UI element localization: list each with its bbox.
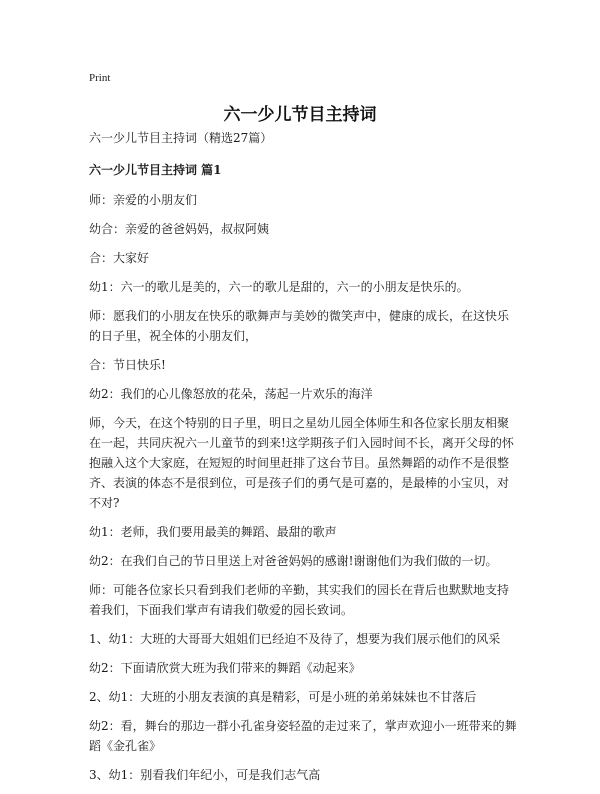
- paragraph: 幼2：在我们自己的节日里送上对爸爸妈妈的感谢!谢谢他们为我们做的一切。: [89, 554, 498, 568]
- paragraph: 师：可能各位家长只看到我们老师的辛勤，其实我们的园长在背后也默默地支持着我们，下面我们掌声有请我们敬爱的园长致词。: [89, 583, 510, 617]
- paragraph: 幼2：我们的心儿像怒放的花朵，荡起一片欢乐的海洋: [89, 387, 373, 401]
- paragraph: 2、幼1：大班的小朋友表演的真是精彩，可是小班的弟弟妹妹也不甘落后: [89, 690, 477, 704]
- section-heading: 六一少儿节目主持词 篇1: [89, 163, 222, 177]
- paragraph: 幼合：亲爱的爸爸妈妈，叔叔阿姨: [89, 222, 270, 236]
- document-body: [89, 128, 519, 794]
- paragraph: 幼1：老师，我们要用最美的舞蹈、最甜的歌声: [89, 525, 337, 539]
- paragraph: 师，今天，在这个特别的日子里，明日之星幼儿园全体师生和各位家长朋友相聚在一起，共同庆祝六一儿童节的到来!这学期孩子们入园时间不长，离开父母的怀抱融入这个大家庭，在短短的时间里赶排了这台节目。虽然舞蹈的动作不是很整齐、表演的体态不是很到位，可是孩子们的勇气是可嘉的，是最棒的小宝贝，对不对?: [89, 416, 514, 510]
- paragraph: 合：节日快乐!: [89, 358, 166, 372]
- paragraph: 师：亲爱的小朋友们: [89, 193, 198, 207]
- paragraph: 1、幼1：大班的大哥哥大姐姐们已经迫不及待了，想要为我们展示他们的风采: [89, 632, 501, 646]
- document-title: 六一少儿节目主持词: [223, 105, 377, 125]
- paragraph: 师：愿我们的小朋友在快乐的歌舞声与美妙的微笑声中，健康的成长，在这快乐的日子里，祝全体的小朋友们，: [89, 309, 510, 343]
- paragraph: 3、幼1：别看我们年纪小，可是我们志气高: [89, 768, 321, 782]
- document-subtitle: 六一少儿节目主持词（精选27篇）: [89, 131, 273, 145]
- print-label[interactable]: Print: [89, 72, 111, 84]
- paragraph: 合：大家好: [89, 251, 150, 265]
- paragraph: 幼2：下面请欣赏大班为我们带来的舞蹈《动起来》: [89, 661, 361, 675]
- paragraph: 幼2：看，舞台的那边一群小孔雀身姿轻盈的走过来了，掌声欢迎小一班带来的舞蹈《金孔雀》: [89, 719, 517, 753]
- paragraph: 幼1：六一的歌儿是美的，六一的歌儿是甜的，六一的小朋友是快乐的。: [89, 280, 469, 294]
